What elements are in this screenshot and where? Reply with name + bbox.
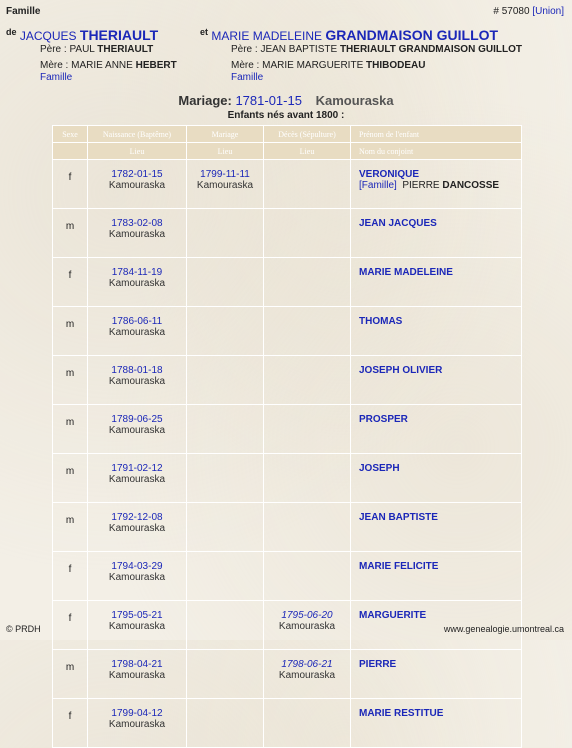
cell-death (264, 258, 351, 307)
copyright: © PRDH (6, 624, 41, 634)
husband-name (6, 27, 158, 43)
birth-date[interactable]: 1782-01-15 (111, 169, 163, 180)
marriage-place: Kamouraska (196, 180, 254, 191)
cell-birth (88, 209, 187, 258)
birth-place: Kamouraska (108, 229, 166, 240)
wife-father-label: Père : (231, 44, 258, 55)
cell-birth (88, 258, 187, 307)
death-place: Kamouraska (278, 621, 336, 632)
marriage-date[interactable]: 1799-11-11 (200, 169, 250, 180)
birth-place: Kamouraska (108, 523, 166, 534)
cell-death (264, 209, 351, 258)
birth-place: Kamouraska (108, 425, 166, 436)
union-link[interactable]: [Union] (532, 6, 564, 17)
cell-death (264, 356, 351, 405)
children-heading: Enfants nés avant 1800 : (227, 110, 345, 121)
husband-mother (40, 60, 177, 71)
birth-date[interactable]: 1799-04-12 (111, 708, 163, 719)
birth-place: Kamouraska (108, 670, 166, 681)
cell-marriage (187, 503, 264, 552)
subheader-marriage-place: Lieu (187, 143, 264, 160)
birth-date[interactable]: 1789-06-25 (111, 414, 163, 425)
child-name[interactable]: JOSEPH (359, 463, 400, 474)
cell-name (351, 209, 522, 258)
children-table (52, 125, 522, 748)
child-name[interactable]: MARIE FELICITE (359, 561, 439, 572)
wife-prefix: et (200, 27, 209, 37)
child-name[interactable]: THOMAS (359, 316, 403, 327)
birth-date[interactable]: 1795-05-21 (111, 610, 163, 621)
cell-death (264, 160, 351, 209)
birth-date[interactable]: 1784-11-19 (111, 267, 163, 278)
cell-death (264, 405, 351, 454)
wife-mother-surname: THIBODEAU (366, 60, 426, 71)
table-row (53, 454, 522, 503)
cell-marriage (187, 650, 264, 699)
cell-name (351, 552, 522, 601)
birth-date[interactable]: 1794-03-29 (111, 561, 163, 572)
cell-marriage (187, 699, 264, 748)
wife-mother (231, 60, 425, 71)
child-name[interactable]: JEAN JACQUES (359, 218, 437, 229)
cell-death (264, 650, 351, 699)
child-name[interactable]: MARIE RESTITUE (359, 708, 444, 719)
wife-name (200, 27, 498, 43)
cell-death (264, 454, 351, 503)
cell-name (351, 650, 522, 699)
wife-father (231, 44, 522, 55)
marriage-place: Kamouraska (315, 93, 394, 108)
child-name[interactable]: MARIE MADELEINE (359, 267, 453, 278)
wife-mother-given: MARIE MARGUERITE (262, 60, 364, 71)
husband-given-name[interactable]: JACQUES (19, 29, 77, 43)
birth-place: Kamouraska (108, 719, 166, 730)
table-row (53, 209, 522, 258)
cell-name (351, 160, 522, 209)
table-row (53, 307, 522, 356)
cell-marriage (187, 356, 264, 405)
cell-marriage (187, 454, 264, 503)
cell-name (351, 307, 522, 356)
cell-sex: m (53, 650, 88, 699)
husband-father-label: Père : (40, 44, 67, 55)
table-row (53, 160, 522, 209)
cell-marriage (187, 307, 264, 356)
child-name[interactable]: JEAN BAPTISTE (359, 512, 438, 523)
birth-date[interactable]: 1791-02-12 (111, 463, 163, 474)
child-name[interactable]: PROSPER (359, 414, 408, 425)
birth-date[interactable]: 1792-12-08 (111, 512, 163, 523)
birth-date[interactable]: 1788-01-18 (111, 365, 163, 376)
cell-name (351, 405, 522, 454)
page-title: Famille (6, 6, 41, 17)
birth-date[interactable]: 1783-02-08 (111, 218, 163, 229)
record-number (493, 6, 564, 17)
spouse-given: PIERRE (402, 180, 440, 191)
husband-mother-label: Mère : (40, 60, 69, 71)
cell-death (264, 503, 351, 552)
cell-name (351, 699, 522, 748)
cell-birth (88, 552, 187, 601)
husband-mother-given: MARIE ANNE (71, 60, 133, 71)
child-name[interactable]: VERONIQUE (359, 169, 420, 180)
cell-death (264, 307, 351, 356)
marriage-label: Mariage: (178, 93, 232, 108)
header-marriage: Mariage (187, 126, 264, 143)
cell-marriage (187, 552, 264, 601)
wife-father-given: JEAN BAPTISTE (260, 44, 338, 55)
marriage-line (0, 93, 572, 108)
spouse-surname: DANCOSSE (442, 180, 500, 191)
husband-father-surname: THERIAULT (97, 44, 154, 55)
cell-marriage (187, 601, 264, 650)
child-name[interactable]: PIERRE (359, 659, 397, 670)
wife-given-name[interactable]: MARIE MADELEINE (211, 29, 323, 43)
cell-birth (88, 307, 187, 356)
cell-sex: m (53, 356, 88, 405)
husband-father (40, 44, 153, 55)
birth-place: Kamouraska (108, 376, 166, 387)
cell-birth (88, 160, 187, 209)
subheader-death-place: Lieu (264, 143, 351, 160)
wife-famille-link[interactable]: Famille (231, 72, 264, 83)
wife-surname[interactable]: GRANDMAISON GUILLOT (325, 27, 499, 43)
cell-sex: f (53, 552, 88, 601)
death-date[interactable]: 1798-06-21 (281, 659, 333, 670)
cell-birth (88, 356, 187, 405)
death-place: Kamouraska (278, 670, 336, 681)
birth-place: Kamouraska (108, 278, 166, 289)
wife-mother-label: Mère : (231, 60, 260, 71)
cell-marriage (187, 258, 264, 307)
subheader-sex (53, 143, 88, 160)
cell-birth (88, 503, 187, 552)
cell-sex: m (53, 307, 88, 356)
birth-place: Kamouraska (108, 474, 166, 485)
cell-name (351, 454, 522, 503)
record-number-text: # 57080 (493, 6, 530, 17)
cell-birth (88, 601, 187, 650)
spouse-famille-link[interactable]: [Famille] (359, 180, 397, 191)
table-row (53, 699, 522, 748)
birth-date[interactable]: 1798-04-21 (111, 659, 163, 670)
death-date[interactable]: 1795-06-20 (281, 610, 333, 621)
husband-surname[interactable]: THERIAULT (79, 27, 159, 43)
table-row (53, 356, 522, 405)
child-spouse (359, 180, 521, 191)
cell-death (264, 601, 351, 650)
cell-marriage (187, 209, 264, 258)
header-name: Prénom de l'enfant (351, 126, 522, 143)
table-row (53, 552, 522, 601)
cell-sex: f (53, 699, 88, 748)
subheader-birth-place: Lieu (88, 143, 187, 160)
husband-mother-surname: HEBERT (135, 60, 177, 71)
site-url[interactable]: www.genealogie.umontreal.ca (443, 624, 564, 634)
cell-death (264, 552, 351, 601)
cell-sex: f (53, 601, 88, 650)
table-row (53, 405, 522, 454)
table-row (53, 503, 522, 552)
cell-birth (88, 405, 187, 454)
husband-prefix: de (6, 27, 17, 37)
table-row (53, 258, 522, 307)
wife-father-surname: THERIAULT GRANDMAISON GUILLOT (339, 44, 522, 55)
cell-birth (88, 699, 187, 748)
subheader-spouse: Nom du conjoint (351, 143, 522, 160)
cell-marriage (187, 405, 264, 454)
birth-place: Kamouraska (108, 180, 166, 191)
cell-marriage (187, 160, 264, 209)
cell-birth (88, 454, 187, 503)
cell-sex: m (53, 209, 88, 258)
husband-father-given: PAUL (69, 44, 95, 55)
cell-sex: m (53, 503, 88, 552)
header-death: Décès (Sépulture) (264, 126, 351, 143)
cell-sex: m (53, 454, 88, 503)
birth-place: Kamouraska (108, 621, 166, 632)
table-row (53, 650, 522, 699)
table-subheader-row (53, 143, 522, 160)
birth-date[interactable]: 1786-06-11 (111, 316, 163, 327)
husband-famille-link[interactable]: Famille (40, 72, 73, 83)
cell-sex: f (53, 258, 88, 307)
cell-name (351, 356, 522, 405)
header-sex: Sexe (53, 126, 88, 143)
table-header-row (53, 126, 522, 143)
marriage-date: 1781-01-15 (235, 93, 302, 108)
cell-birth (88, 650, 187, 699)
cell-name (351, 258, 522, 307)
header-birth: Naissance (Baptême) (88, 126, 187, 143)
child-name[interactable]: JOSEPH OLIVIER (359, 365, 443, 376)
child-name[interactable]: MARGUERITE (359, 610, 427, 621)
cell-death (264, 699, 351, 748)
cell-sex: f (53, 160, 88, 209)
cell-name (351, 503, 522, 552)
cell-sex: m (53, 405, 88, 454)
birth-place: Kamouraska (108, 327, 166, 338)
birth-place: Kamouraska (108, 572, 166, 583)
